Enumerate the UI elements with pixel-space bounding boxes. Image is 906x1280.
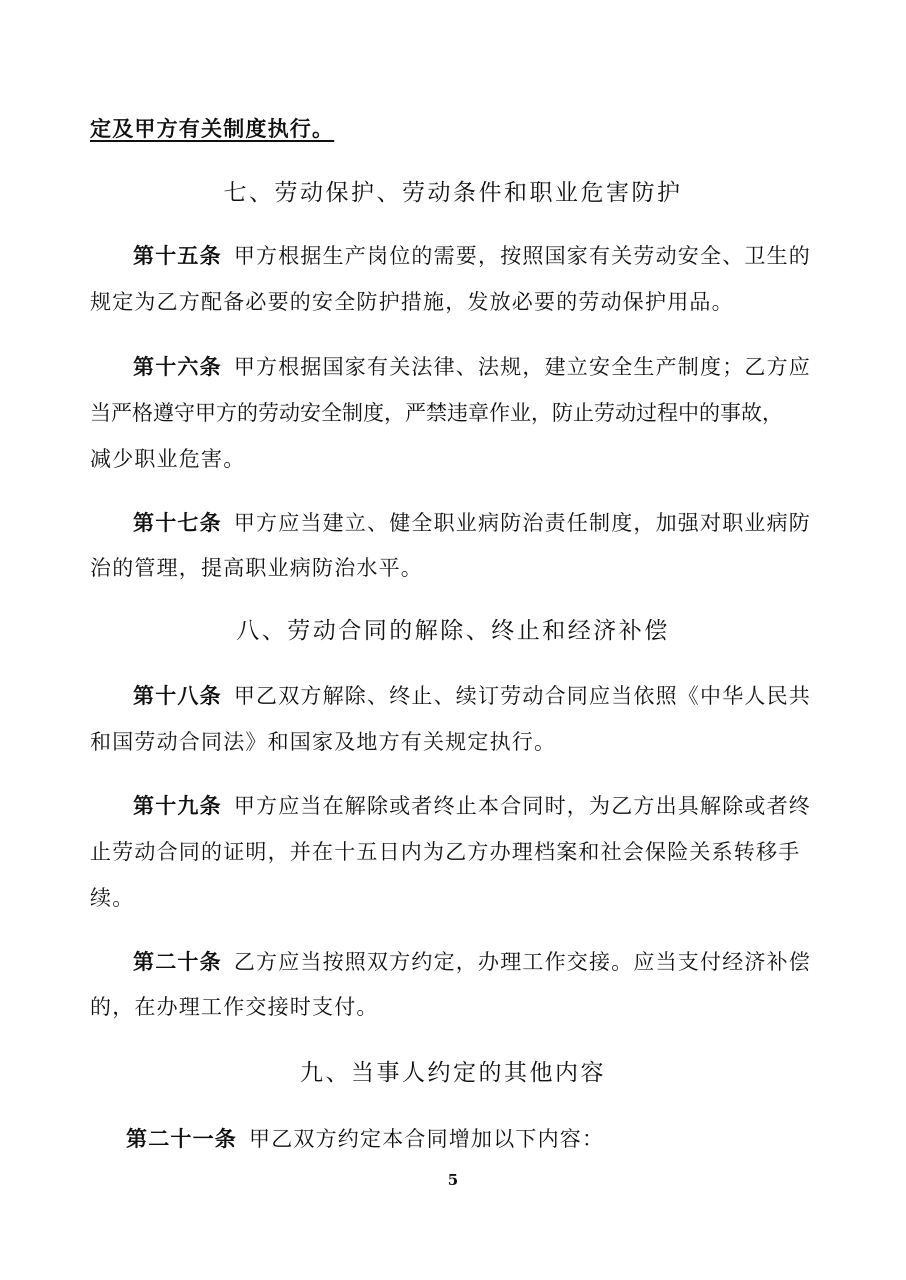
article-17-line-2: 治的管理，提高职业病防治水平。 bbox=[90, 556, 423, 580]
article-16-number: 第十六条 bbox=[133, 355, 222, 379]
article-18-line-2: 和国劳动合同法》和国家及地方有关规定执行。 bbox=[90, 730, 557, 754]
article-21-text-1: 甲乙双方约定本合同增加以下内容： bbox=[249, 1127, 605, 1151]
article-20-line-1 bbox=[133, 947, 811, 977]
article-20-line-2: 的，在办理工作交接时支付。 bbox=[90, 995, 379, 1019]
section-heading-9: 九、当事人约定的其他内容 bbox=[300, 1060, 606, 1086]
article-15-text-1: 甲方根据生产岗位的需要，按照国家有关劳动安全、卫生的 bbox=[233, 244, 812, 268]
article-15-line-1 bbox=[133, 241, 811, 271]
article-16-line-3: 减少职业危害。 bbox=[90, 447, 246, 471]
section-heading-7: 七、劳动保护、劳动条件和职业危害防护 bbox=[223, 180, 683, 206]
article-18-text-1: 甲乙双方解除、终止、续订劳动合同应当依照《中华人民共 bbox=[233, 684, 812, 708]
page-number: 5 bbox=[447, 1171, 459, 1189]
section-heading-8: 八、劳动合同的解除、终止和经济补偿 bbox=[236, 618, 670, 644]
article-20-text-1: 乙方应当按照双方约定，办理工作交接。应当支付经济补偿 bbox=[233, 950, 812, 974]
article-18-number: 第十八条 bbox=[133, 684, 222, 708]
article-21-number: 第二十一条 bbox=[126, 1127, 237, 1151]
article-19-line-3: 续。 bbox=[90, 886, 135, 910]
article-15-line-2: 规定为乙方配备必要的安全防护措施，发放必要的劳动保护用品。 bbox=[90, 290, 734, 314]
article-18-line-1 bbox=[133, 681, 811, 711]
article-17-text-1: 甲方应当建立、健全职业病防治责任制度，加强对职业病防 bbox=[233, 511, 812, 535]
article-20-number: 第二十条 bbox=[133, 950, 222, 974]
article-17-line-1 bbox=[133, 508, 811, 538]
article-21-line-1 bbox=[126, 1124, 604, 1154]
article-17-number: 第十七条 bbox=[133, 511, 222, 535]
article-19-text-1: 甲方应当在解除或者终止本合同时，为乙方出具解除或者终 bbox=[233, 794, 812, 818]
article-19-line-2: 止劳动合同的证明，并在十五日内为乙方办理档案和社会保险关系转移手 bbox=[90, 840, 801, 864]
continued-clause-text: 定及甲方有关制度执行。 bbox=[90, 116, 335, 141]
article-19-line-1 bbox=[133, 791, 811, 821]
article-15-number: 第十五条 bbox=[133, 244, 222, 268]
article-16-line-1 bbox=[133, 352, 811, 382]
article-19-number: 第十九条 bbox=[133, 794, 222, 818]
article-16-text-1: 甲方根据国家有关法律、法规，建立安全生产制度；乙方应 bbox=[233, 355, 812, 379]
article-16-line-2: 当严格遵守甲方的劳动安全制度，严禁违章作业，防止劳动过程中的事故， bbox=[90, 401, 783, 425]
